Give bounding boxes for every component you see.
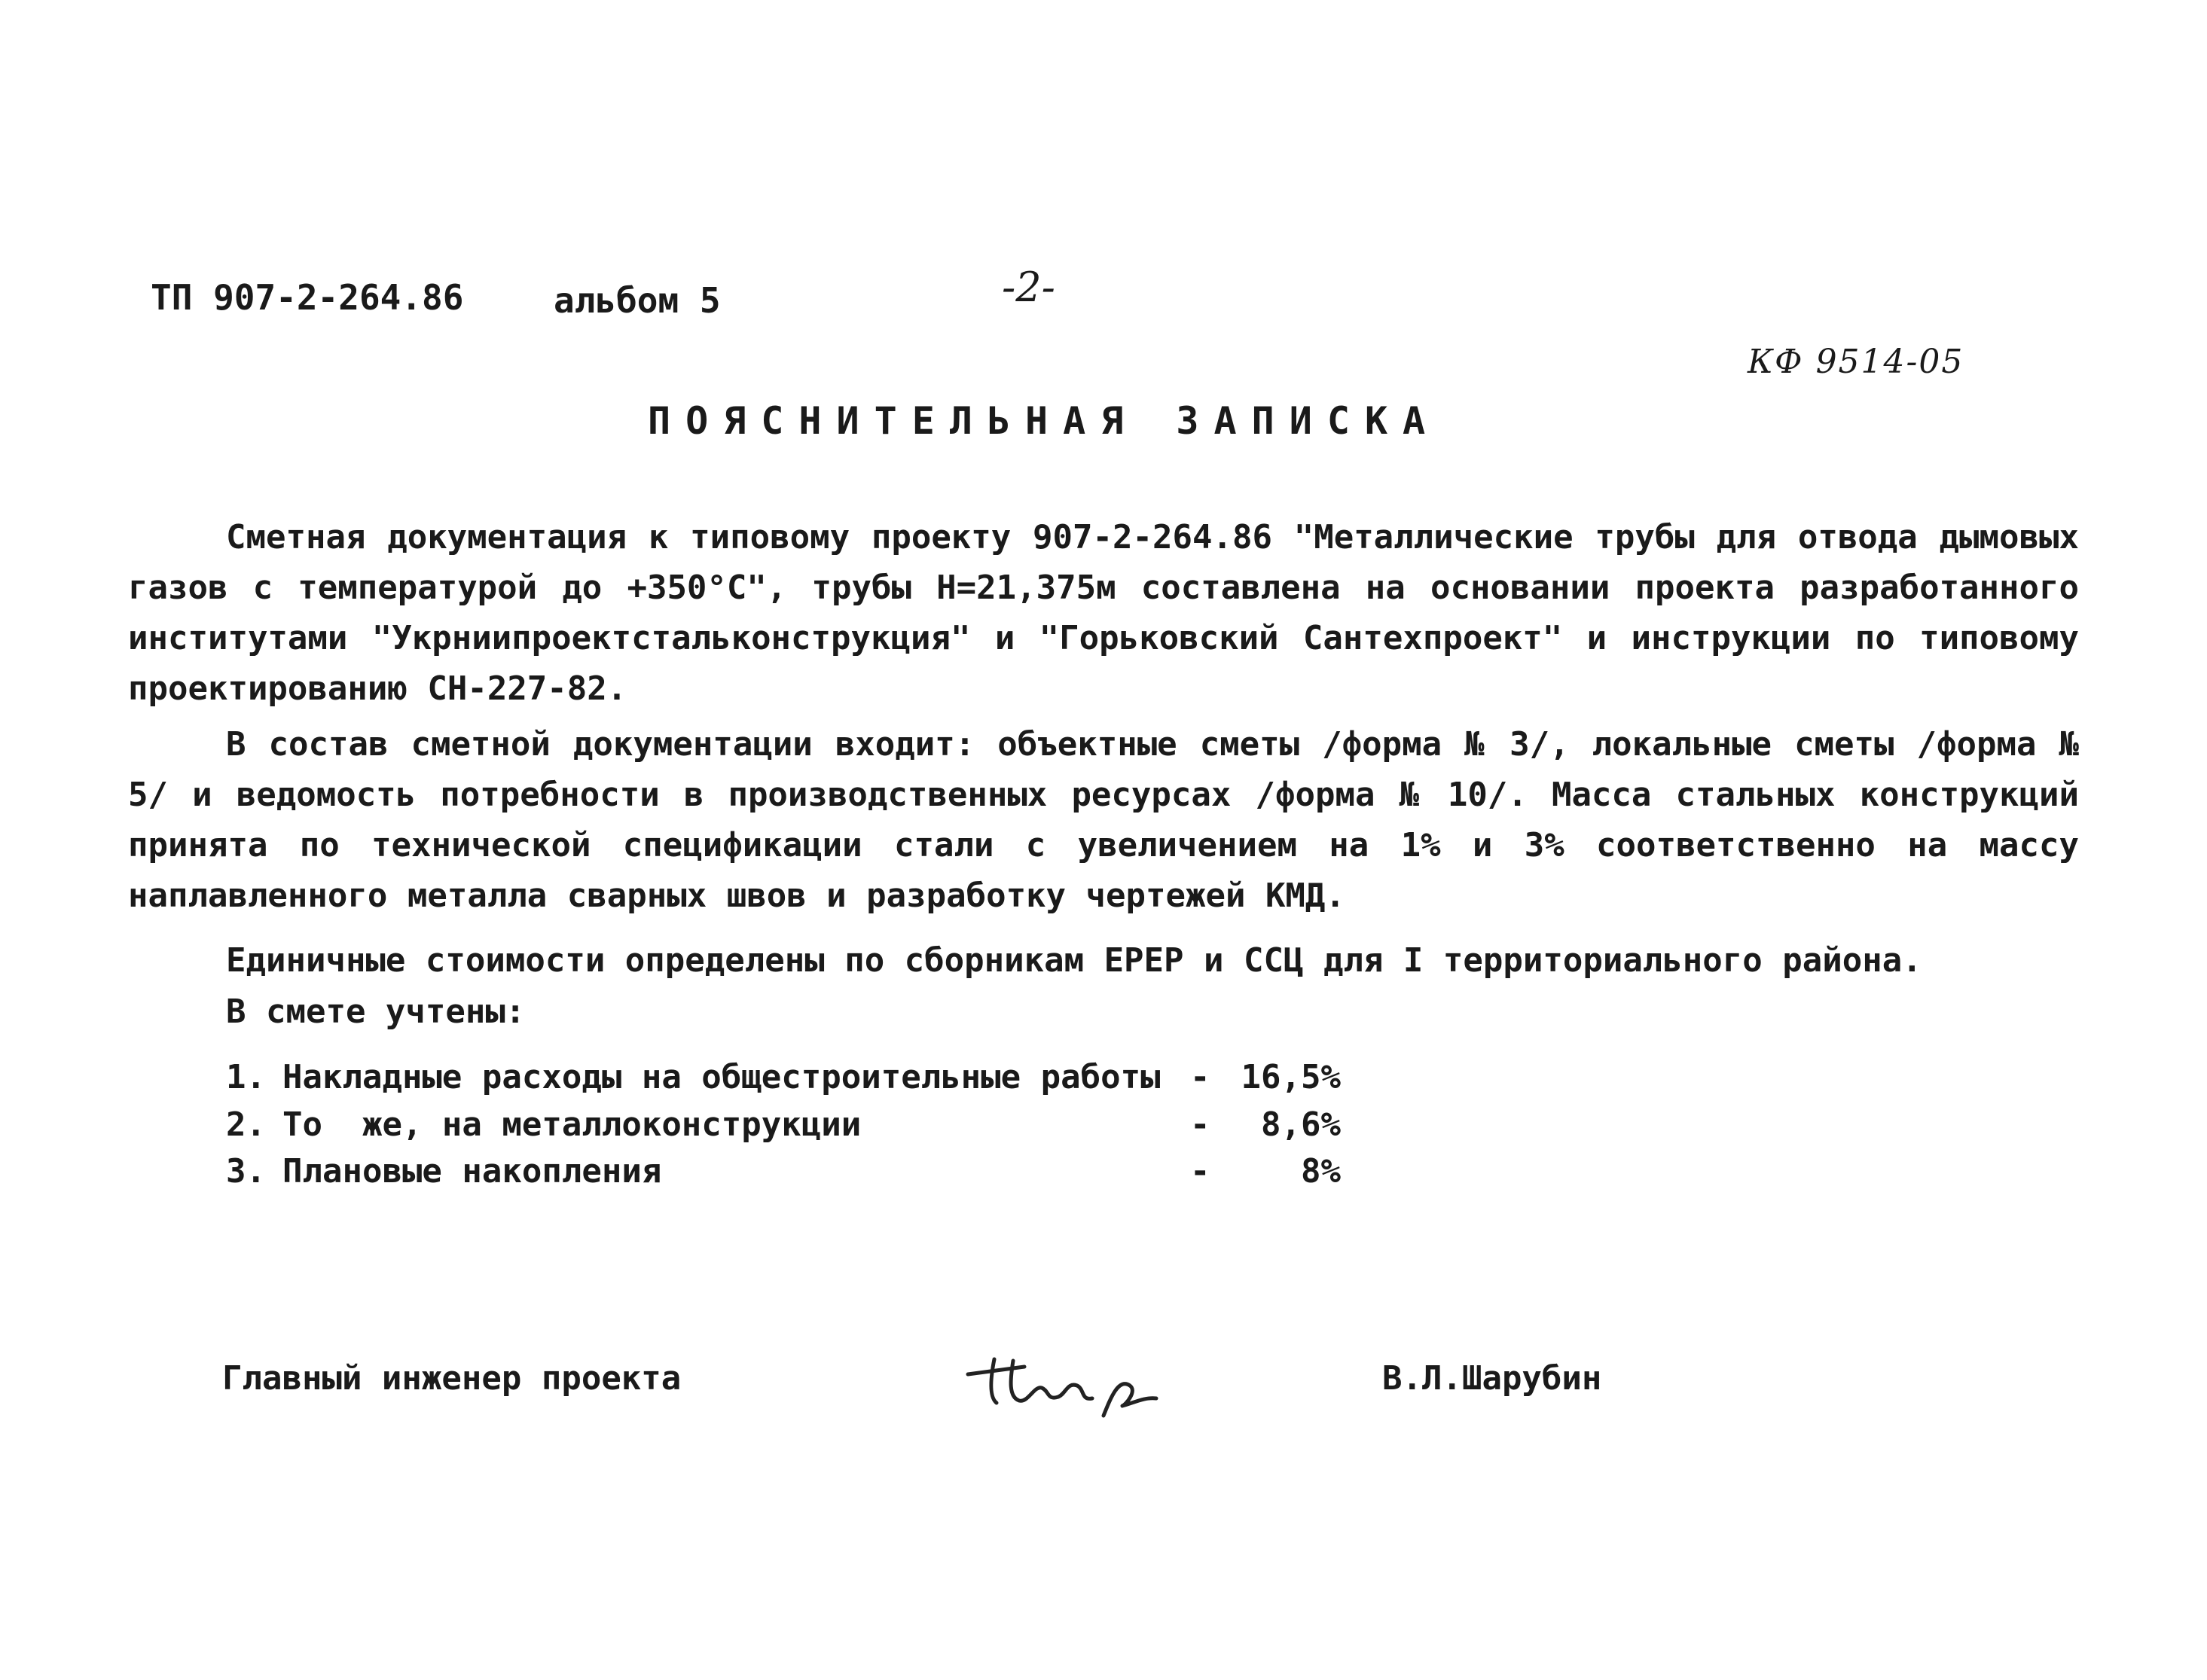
list-item-text: Плановые накопления bbox=[282, 1152, 662, 1191]
signatory-name: В.Л.Шарубин bbox=[1382, 1359, 1602, 1398]
paragraph-intro: Сметная документация к типовому проекту 907-2-264.86 "Металлические трубы для отвода дымовых газов с температурой до +350°С", трубы Н=21,375м составлена на основании проекта разработанного институтами "Укрниипроектстальконструкция" и "Горьковский Сантехпроект" и инструкции по типовому проектированию СН-227-82. bbox=[128, 518, 2079, 708]
list-item-dash: - bbox=[1190, 1105, 1210, 1144]
list-item-value: 8% bbox=[1301, 1152, 1341, 1191]
document-code: ТП 907-2-264.86 bbox=[151, 277, 464, 318]
list-item-number: 2. bbox=[226, 1105, 266, 1144]
included-heading: В смете учтены: bbox=[226, 992, 526, 1031]
list-item-dash: - bbox=[1190, 1058, 1210, 1096]
page-number: -2- bbox=[1002, 264, 1055, 311]
list-item-number: 3. bbox=[226, 1152, 266, 1191]
album-label: альбом 5 bbox=[554, 280, 721, 321]
list-item-text: То же, на металлоконструкции bbox=[282, 1105, 862, 1144]
list-item-value: 8,6% bbox=[1261, 1105, 1341, 1144]
list-item-number: 1. bbox=[226, 1058, 266, 1096]
list-item bbox=[226, 1105, 1341, 1151]
list-item bbox=[226, 1058, 1341, 1103]
page-title: ПОЯСНИТЕЛЬНАЯ ЗАПИСКА bbox=[648, 399, 1441, 443]
list-item bbox=[226, 1152, 1341, 1197]
paragraph-composition: В состав сметной документации входит: объектные сметы /форма № 3/, локальные сметы /форма № 5/ и ведомость потребности в производственных ресурсах /форма № 10/. Масса стальных конструкций принята по технической спецификации стали с увеличением на 1% и 3% соответственно на массу наплавленного металла сварных швов и разработку чертежей КМД. bbox=[128, 725, 2079, 915]
list-item-dash: - bbox=[1190, 1152, 1210, 1191]
archive-code: КФ 9514-05 bbox=[1748, 343, 1964, 381]
handwritten-signature bbox=[953, 1344, 1179, 1427]
signature-role: Главный инженер проекта bbox=[222, 1359, 682, 1398]
unit-costs-line: Единичные стоимости определены по сборникам ЕРЕР и ССЦ для I территориального района. bbox=[226, 941, 1922, 980]
list-item-value: 16,5% bbox=[1241, 1058, 1341, 1096]
list-item-text: Накладные расходы на общестроительные работы bbox=[282, 1058, 1161, 1096]
